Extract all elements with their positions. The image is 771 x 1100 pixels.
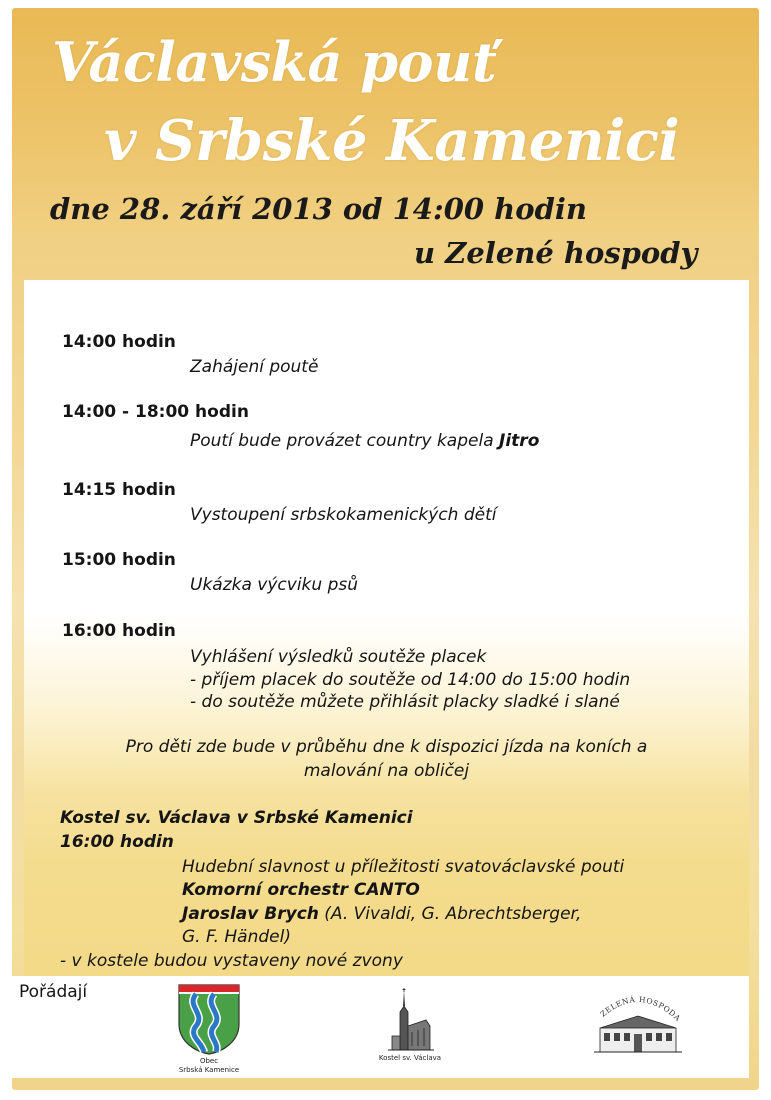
program-desc-4: Ukázka výcviku psů (190, 575, 358, 595)
poster-title-line-2: v Srbské Kamenici (104, 108, 680, 174)
program-desc-2-text: Poutí bude provázet country kapela (190, 431, 500, 451)
coat-of-arms-icon (176, 982, 242, 1056)
program-time-5: 16:00 hodin (62, 621, 176, 641)
church-bells-note: - v kostele budou vystaveny nové zvony (60, 951, 403, 971)
program-panel (24, 280, 749, 976)
performer-name: Jaroslav Brych (182, 904, 319, 924)
logo-1-caption-2: Srbská Kamenice (178, 1066, 240, 1074)
event-place: u Zelené hospody (414, 236, 698, 270)
composers-part-2: G. F. Händel) (182, 927, 291, 947)
church-performer-line (182, 904, 581, 924)
organizers-footer (12, 976, 749, 1078)
organizers-label: Pořádají (19, 982, 88, 1002)
program-time-4: 15:00 hodin (62, 550, 176, 570)
program-desc-3: Vystoupení srbskokamenických dětí (190, 505, 497, 525)
kids-note-line-2: malování na obličej (303, 761, 470, 781)
logo-1-caption-1: Obec (199, 1057, 219, 1065)
program-note-1: - příjem placek do soutěže od 14:00 do 15:00 hodin (190, 670, 631, 690)
program-time-1: 14:00 hodin (62, 332, 176, 352)
program-desc-5: Vyhlášení výsledků soutěže placek (190, 647, 487, 667)
logo-2-caption: Kostel sv. Václava (378, 1054, 442, 1062)
church-orchestra: Komorní orchestr CANTO (182, 880, 420, 900)
zelena-hospoda-logo (590, 986, 686, 1058)
event-date: dne 28. září 2013 od 14:00 hodin (50, 192, 587, 226)
program-time-3: 14:15 hodin (62, 480, 176, 500)
logo-3-text: ZELENÁ HOSPODA (598, 994, 683, 1024)
program-note-2: - do soutěže můžete přihlásit placky sladké i slané (190, 692, 620, 712)
program-desc-1: Zahájení poutě (190, 357, 319, 377)
kids-note-line-1: Pro děti zde bude v průběhu dne k dispozici jízda na koních a (125, 737, 648, 757)
composers-part-1: (A. Vivaldi, G. Abrechtsberger, (318, 904, 582, 924)
church-icon (386, 986, 436, 1052)
program-time-2: 14:00 - 18:00 hodin (62, 402, 249, 422)
church-heading: Kostel sv. Václava v Srbské Kamenici (60, 808, 413, 828)
church-line-1: Hudební slavnost u příležitosti svatováclavské pouti (182, 857, 625, 877)
poster-title-line-1: Václavská pouť (52, 30, 497, 94)
church-time: 16:00 hodin (60, 832, 174, 852)
program-desc-2 (190, 431, 539, 451)
band-name: Jitro (499, 431, 540, 451)
